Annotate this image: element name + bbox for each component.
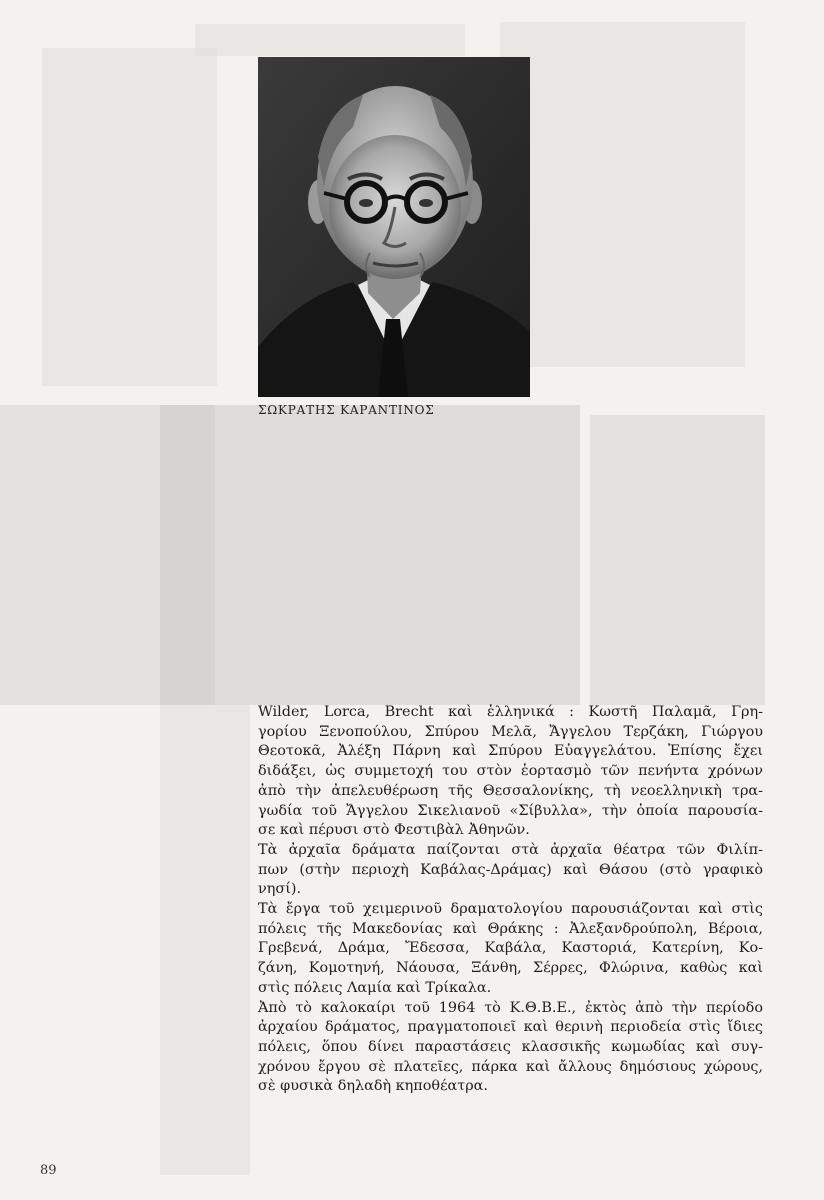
text-line: Γρεβενά, Δράμα, Ἔδεσσα, Καβάλα, Καστοριά, Κατερίνη, Κο- — [258, 940, 763, 957]
bleed-through-photo — [500, 22, 745, 367]
text-line: ἀρχαίου δράματος, πραγματοποιεῖ καὶ θερινὴ περιοδεία στὶς ἴδιες — [258, 1019, 763, 1036]
text-line: πων (στὴν περιοχὴ Καβάλας-Δράμας) καὶ Θάσου (στὸ γραφικὸ — [258, 861, 763, 878]
text-line: Τὰ ἀρχαῖα δράματα παίζονται στὰ ἀρχαῖα θέατρα τῶν Φιλίπ- — [258, 841, 763, 858]
text-line: ἀπὸ τὴν ἀπελευθέρωση τῆς Θεσσαλονίκης, τὴ νεοελληνικὴ τρα- — [258, 782, 763, 799]
text-line: Ἀπὸ τὸ καλοκαίρι τοῦ 1964 τὸ Κ.Θ.Β.Ε., ἐκτὸς ἀπὸ τὴν περίοδο — [258, 999, 763, 1016]
text-line: στὶς πόλεις Λαμία καὶ Τρίκαλα. — [258, 979, 492, 996]
photo-caption: ΣΩΚΡΑΤΗΣ ΚΑΡΑΝΤΙΝΟΣ — [258, 403, 435, 417]
text-line: Τὰ ἔργα τοῦ χειμερινοῦ δραματολογίου παρουσιάζονται καὶ στὶς — [258, 901, 763, 918]
portrait-photo — [258, 57, 530, 397]
bleed-through-photo — [590, 415, 765, 705]
text-line: σε καὶ πέρυσι στὸ Φεστιβὰλ Ἀθηνῶν. — [258, 822, 530, 839]
bleed-through-photo — [160, 705, 250, 1175]
bleed-through-photo — [42, 48, 217, 386]
text-line: πόλεις, ὅπου δίνει παραστάσεις κλασσικῆς κωμωδίας καὶ συγ- — [258, 1038, 763, 1055]
text-line: γορίου Ξενοπούλου, Σπύρου Μελᾶ, Ἄγγελου Τερζάκη, Γιώργου — [258, 723, 763, 740]
bleed-through-photo — [195, 24, 465, 56]
text-line: χρόνου ἔργου σὲ πλατεῖες, πάρκα καὶ ἄλλους δημόσιους χώρους, — [258, 1058, 763, 1075]
text-line: σὲ φυσικὰ δηλαδὴ κηποθέατρα. — [258, 1078, 488, 1095]
bleed-through-photo — [160, 405, 580, 705]
text-line: γωδία τοῦ Ἄγγελου Σικελιανοῦ «Σίβυλλα», τὴν ὁποία παρουσία- — [258, 802, 763, 819]
body-text — [258, 703, 763, 1097]
text-line: πόλεις τῆς Μακεδονίας καὶ Θράκης : Ἀλεξανδρούπολη, Βέροια, — [258, 920, 763, 937]
text-line: Wilder, Lorca, Brecht καὶ ἑλληνικά : Κωστῆ Παλαμᾶ, Γρη- — [258, 704, 763, 720]
text-line: ζάνη, Κομοτηνή, Νάουσα, Ξάνθη, Σέρρες, Φλώρινα, καθὼς καὶ — [258, 960, 763, 977]
text-line: Θεοτοκᾶ, Ἀλέξη Πάρνη καὶ Σπύρου Εὐαγγελάτου. Ἐπίσης ἔχει — [258, 743, 763, 760]
text-line: διδάξει, ὡς συμμετοχή του στὸν ἑορτασμὸ τῶν πενήντα χρόνων — [258, 763, 763, 780]
page-number: 89 — [40, 1163, 57, 1178]
text-line: νησί). — [258, 881, 302, 898]
